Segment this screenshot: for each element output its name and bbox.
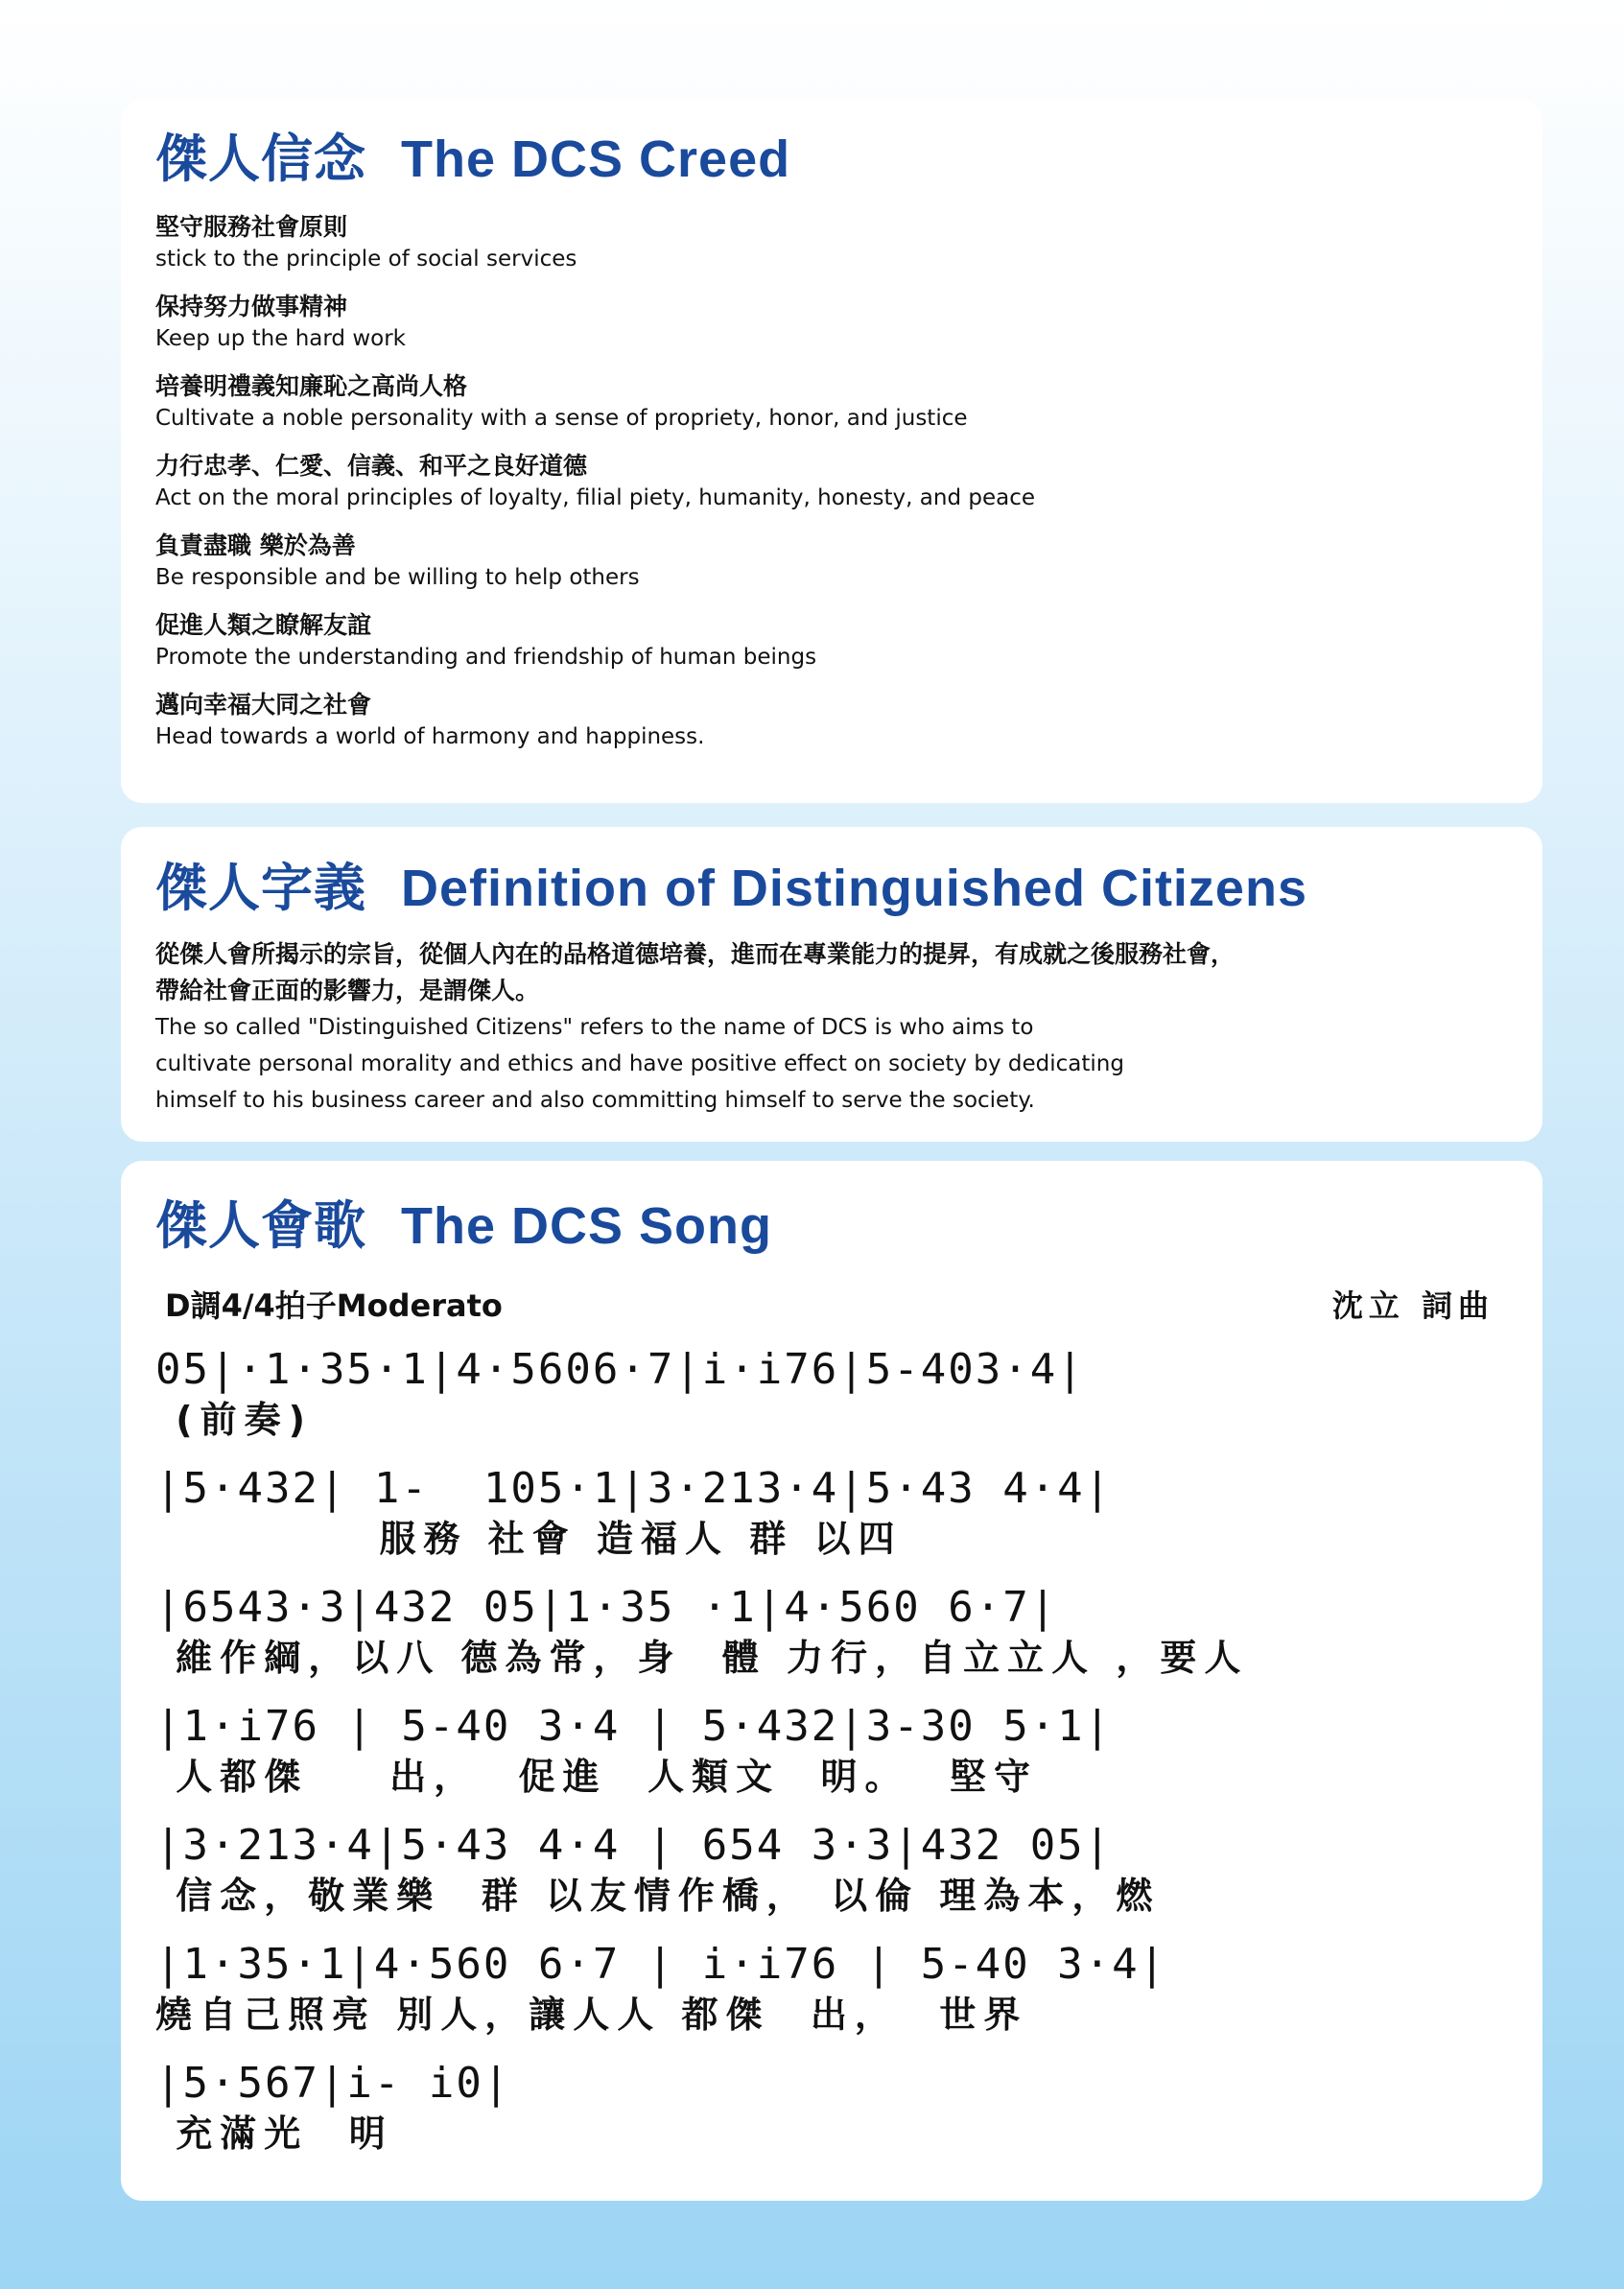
creed-card	[121, 100, 1542, 803]
definition-title-en: Definition of Distinguished Citizens	[401, 860, 1307, 917]
score-lyrics-row: (前奏)	[155, 1399, 313, 1441]
definition-zh-line: 從傑人會所揭示的宗旨，從個人內在的品格道德培養，進而在專業能力的提昇，有成就之後服務社會，	[155, 940, 1236, 968]
creed-item-zh: 培養明禮義知廉恥之高尚人格	[155, 372, 468, 400]
song-title-en: The DCS Song	[401, 1197, 772, 1255]
score-notes-row: |6543·3|432 05|1·35 ·1|4·560 6·7|	[155, 1583, 1058, 1632]
score-lyrics-row: 信念，敬業樂 群 以友情作橋， 以倫 理為本，燃	[155, 1875, 1161, 1917]
creed-item	[155, 370, 1504, 434]
creed-item	[155, 211, 1504, 274]
creed-item-en: Keep up the hard work	[155, 326, 406, 351]
creed-item	[155, 450, 1504, 513]
definition-zh-line: 帶給社會正面的影響力，是謂傑人。	[155, 977, 540, 1004]
score-notes-row: |5·567|i- i0|	[155, 2059, 511, 2108]
definition-title	[155, 858, 1504, 919]
creed-item	[155, 530, 1504, 593]
score-notes-row: 05|·1·35·1|4·5606·7|i·i76|5-403·4|	[155, 1345, 1085, 1394]
score-notes-row: |1·35·1|4·560 6·7 | i·i76 | 5-40 3·4|	[155, 1940, 1167, 1989]
score-notes-row: |1·i76 | 5-40 3·4 | 5·432|3-30 5·1|	[155, 1702, 1113, 1751]
score-lyrics-row: 維作綱，以八 德為常，身 體 力行，自立立人 ，要人	[155, 1637, 1249, 1679]
definition-en-line: himself to his business career and also committing himself to serve the society.	[155, 1088, 1035, 1113]
creed-item	[155, 609, 1504, 673]
score	[155, 1345, 1504, 2189]
creed-list	[155, 211, 1504, 752]
creed-item	[155, 291, 1504, 354]
creed-item-en: Head towards a world of harmony and happiness.	[155, 724, 705, 749]
score-notes-row: |5·432| 1- 105·1|3·213·4|5·43 4·4|	[155, 1464, 1113, 1513]
creed-item-en: stick to the principle of social services	[155, 247, 577, 271]
score-lyrics-row: 充滿光 明	[155, 2112, 393, 2155]
definition-title-zh: 傑人字義	[155, 858, 366, 918]
creed-item-zh: 促進人類之瞭解友誼	[155, 611, 372, 639]
creed-item	[155, 689, 1504, 752]
creed-title-zh: 傑人信念	[155, 129, 366, 189]
creed-item-en: Act on the moral principles of loyalty, filial piety, humanity, honesty, and peace	[155, 485, 1035, 510]
creed-item-zh: 負責盡職 樂於為善	[155, 531, 356, 559]
creed-item-en: Promote the understanding and friendship of human beings	[155, 645, 817, 670]
definition-body	[155, 936, 1504, 1119]
song-card	[121, 1161, 1542, 2201]
score-lyrics-row: 人都傑 出， 促進 人類文 明。 堅守	[155, 1756, 1038, 1798]
creed-title-en: The DCS Creed	[401, 130, 791, 188]
creed-item-zh: 保持努力做事精神	[155, 293, 348, 320]
song-key-tempo: D調4/4拍子Moderato	[165, 1287, 503, 1324]
creed-item-zh: 堅守服務社會原則	[155, 213, 348, 241]
song-meta	[155, 1282, 1504, 1324]
creed-item-zh: 力行忠孝、仁愛、信義、和平之良好道德	[155, 452, 588, 480]
score-lyrics-row: 服務 社會 造福人 群 以四	[155, 1518, 903, 1560]
creed-item-en: Be responsible and be willing to help others	[155, 565, 640, 590]
song-title-zh: 傑人會歌	[155, 1195, 366, 1256]
creed-item-zh: 邁向幸福大同之社會	[155, 691, 372, 719]
creed-item-en: Cultivate a noble personality with a sense of propriety, honor, and justice	[155, 406, 968, 431]
score-notes-row: |3·213·4|5·43 4·4 | 654 3·3|432 05|	[155, 1821, 1113, 1870]
score-lyrics-row: 燒自己照亮 別人，讓人人 都傑 出， 世界	[155, 1994, 1028, 2036]
definition-en-line: cultivate personal morality and ethics and have positive effect on society by dedicating	[155, 1051, 1124, 1076]
definition-card	[121, 827, 1542, 1142]
song-credit: 沈立 詞曲	[1331, 1287, 1495, 1324]
creed-title	[155, 129, 1504, 190]
song-title	[155, 1195, 1504, 1257]
definition-en-line: The so called "Distinguished Citizens" refers to the name of DCS is who aims to	[155, 1015, 1034, 1040]
